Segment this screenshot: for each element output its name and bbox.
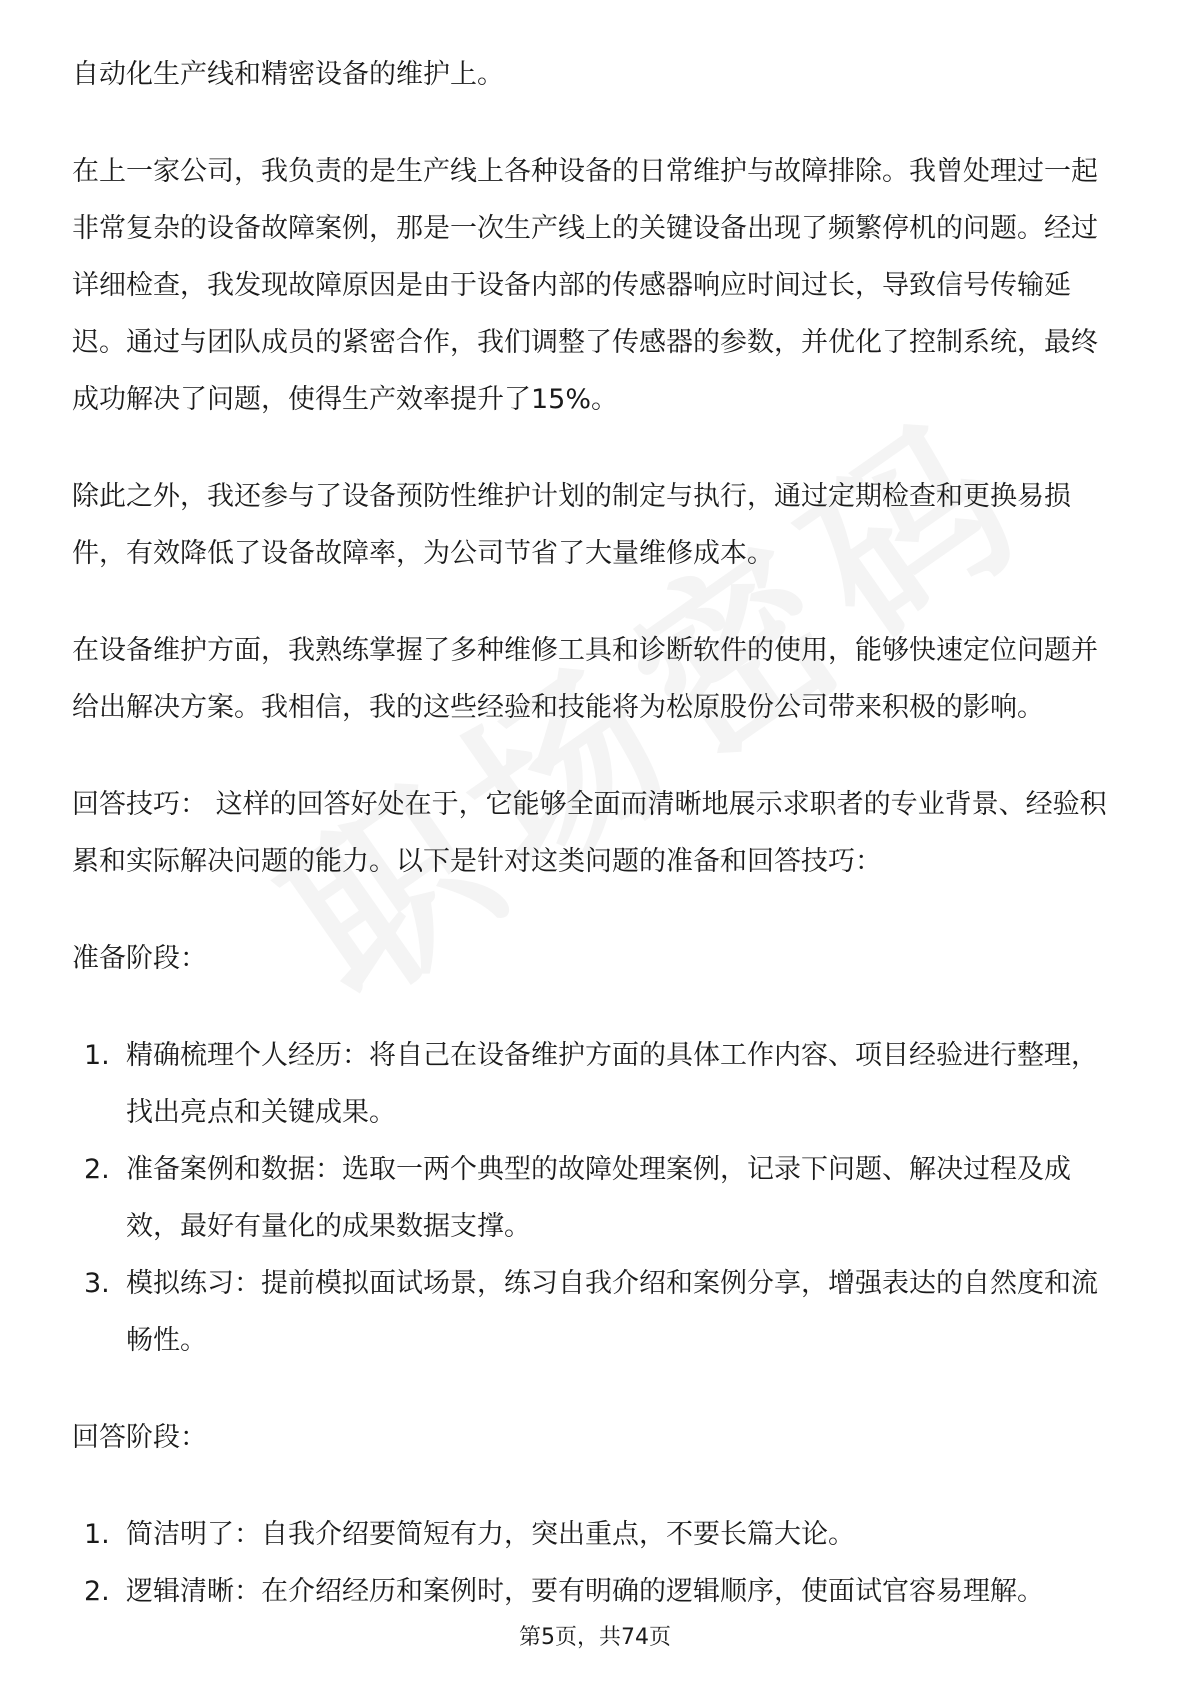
document-body: [72, 46, 1122, 1620]
list-text: 准备案例和数据：选取一两个典型的故障处理案例，记录下问题、解决过程及成效，最好有量化的成果数据支撑。: [126, 1154, 1071, 1242]
paragraph: 自动化生产线和精密设备的维护上。: [72, 59, 504, 90]
list-number: 1.: [84, 1040, 110, 1071]
list-text: 逻辑清晰：在介绍经历和案例时，要有明确的逻辑顺序，使面试官容易理解。: [126, 1576, 1044, 1607]
list-item: [72, 1506, 1122, 1563]
prep-stage-list: [72, 1027, 1122, 1369]
list-number: 2.: [84, 1576, 110, 1607]
list-number: 1.: [84, 1519, 110, 1550]
list-text: 精确梳理个人经历：将自己在设备维护方面的具体工作内容、项目经验进行整理，找出亮点和关键成果。: [126, 1040, 1098, 1128]
list-number: 3.: [84, 1268, 110, 1299]
paragraph: 除此之外，我还参与了设备预防性维护计划的制定与执行，通过定期检查和更换易损件，有效降低了设备故障率，为公司节省了大量维修成本。: [72, 481, 1071, 569]
page-number-footer: 第5页，共74页: [519, 1625, 671, 1650]
answer-tips-paragraph: 回答技巧： 这样的回答好处在于，它能够全面而清晰地展示求职者的专业背景、经验积累和实际解决问题的能力。以下是针对这类问题的准备和回答技巧：: [72, 789, 1107, 877]
prep-stage-heading: 准备阶段：: [72, 943, 207, 974]
paragraph: 在设备维护方面，我熟练掌握了多种维修工具和诊断软件的使用，能够快速定位问题并给出解决方案。我相信，我的这些经验和技能将为松原股份公司带来积极的影响。: [72, 635, 1098, 723]
list-item: [72, 1141, 1122, 1255]
list-item: [72, 1027, 1122, 1141]
list-item: [72, 1255, 1122, 1369]
answer-stage-heading: 回答阶段：: [72, 1422, 207, 1453]
list-text: 简洁明了：自我介绍要简短有力，突出重点，不要长篇大论。: [126, 1519, 855, 1550]
answer-stage-list: [72, 1506, 1122, 1620]
list-item: [72, 1563, 1122, 1620]
paragraph: 在上一家公司，我负责的是生产线上各种设备的日常维护与故障排除。我曾处理过一起非常复杂的设备故障案例，那是一次生产线上的关键设备出现了频繁停机的问题。经过详细检查，我发现故障原因是由于设备内部的传感器响应时间过长，导致信号传输延迟。通过与团队成员的紧密合作，我们调整了传感器的参数，并优化了控制系统，最终成功解决了问题，使得生产效率提升了15%。: [72, 156, 1098, 415]
list-number: 2.: [84, 1154, 110, 1185]
list-text: 模拟练习：提前模拟面试场景，练习自我介绍和案例分享，增强表达的自然度和流畅性。: [126, 1268, 1098, 1356]
